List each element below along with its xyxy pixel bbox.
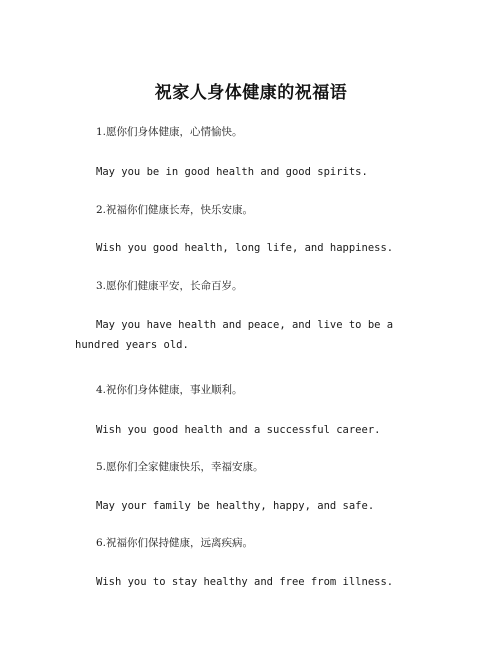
paragraph-wish-5-chinese: 5.愿你们全家健康快乐，幸福安康。 — [96, 461, 264, 473]
paragraph-wish-2-chinese: 2.祝福你们健康长寿，快乐安康。 — [96, 204, 254, 216]
paragraph-wish-3-english: May you have health and peace, and live to be a hundred years old. — [75, 319, 394, 351]
paragraph-wish-4-english: Wish you good health and a successful career. — [96, 424, 381, 436]
paragraph-wish-1-chinese: 1.愿你们身体健康，心情愉快。 — [96, 126, 243, 138]
paragraph-wish-3-chinese: 3.愿你们健康平安，长命百岁。 — [96, 280, 243, 292]
paragraph-wish-4-chinese: 4.祝你们身体健康，事业顺利。 — [96, 384, 243, 396]
paragraph-wish-6-english: Wish you to stay healthy and free from illness. — [96, 576, 394, 588]
paragraph-wish-5-english: May your family be healthy, happy, and safe. — [96, 500, 375, 512]
document-title: 祝家人身体健康的祝福语 — [154, 83, 348, 103]
paragraph-wish-6-chinese: 6.祝福你们保持健康，远离疾病。 — [96, 537, 254, 549]
paragraph-wish-2-english: Wish you good health, long life, and happiness. — [96, 242, 394, 254]
paragraph-wish-1-english: May you be in good health and good spirits. — [96, 166, 368, 178]
